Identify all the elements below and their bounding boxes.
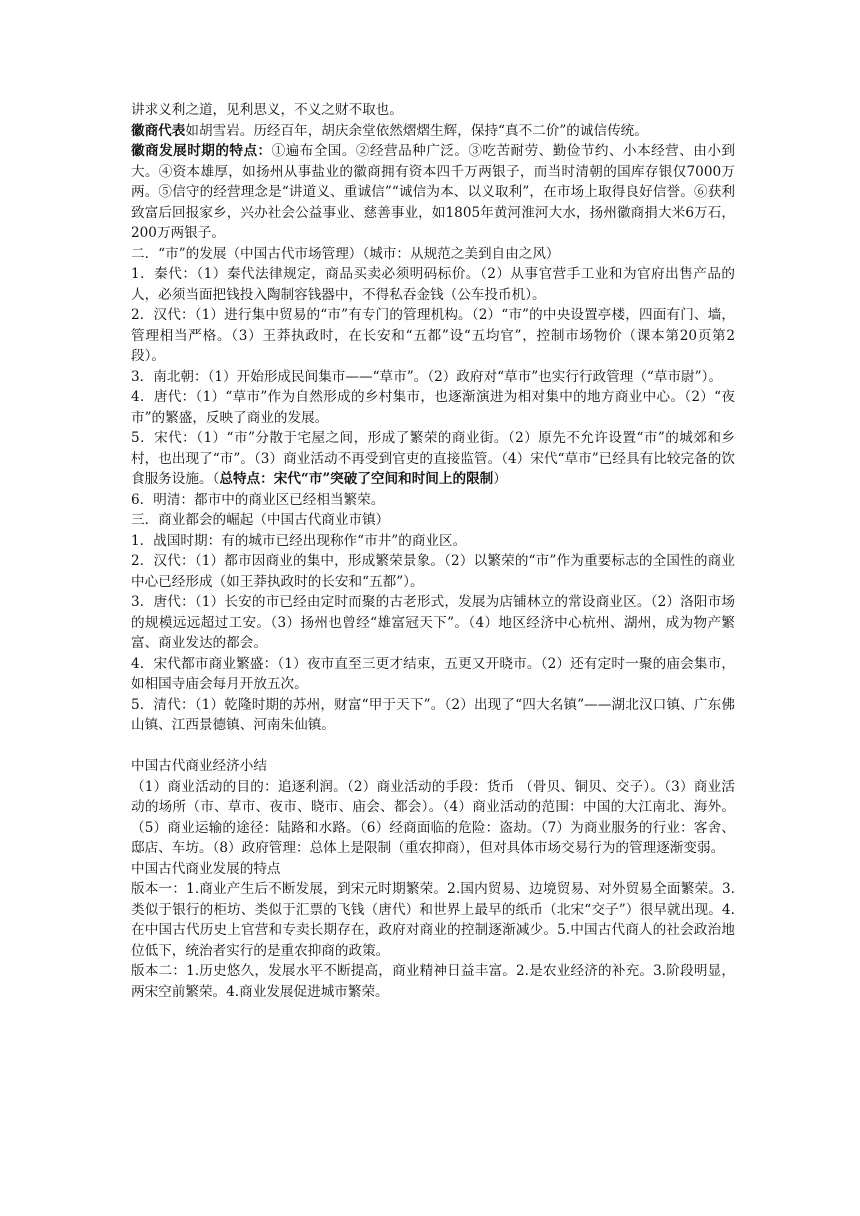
list-item: 5．清代：（1）乾隆时期的苏州，财富“甲于天下”。（2）出现了“四大名镇”——湖北汉口镇、广东佛山镇、江西景德镇、河南朱仙镇。 (131, 696, 735, 733)
list-item: 4．唐代：（1）“草市”作为自然形成的乡村集市，也逐渐演进为相对集中的地方商业中心。（2）“夜市”的繁盛，反映了商业的发展。 (131, 389, 735, 426)
item5-summary: 总特点：宋代“市”突破了空间和时间上的限制 (219, 471, 494, 487)
list-item: 2．汉代：（1）进行集中贸易的“市”有专门的管理机构。（2）“市”的中央设置亭楼，四面有门、墙，管理相当严格。（3）王莽执政时，在长安和“五都”设“五均官”，控制市场物价（课本第20页第2段）。 (131, 307, 735, 364)
blank-line (131, 736, 735, 757)
list-item: 3．南北朝：（1）开始形成民间集市——“草市”。（2）政府对“草市”也实行行政管理（“草市尉”）。 (131, 368, 722, 385)
item5-text: 5．宋代：（1）“市”分散于宅屋之间，形成了繁荣的商业街。（2）原先不允许设置“市”的城郊和乡村，也出现了“市”。（3）商业活动不再受到官吏的直接监管。（4）宋代“草市”已经具有比较完备的饮食服务设施。（ (131, 430, 735, 487)
features-version-one: 版本一：1.商业产生后不断发展，到宋元时期繁荣。2.国内贸易、边境贸易、对外贸易全面繁荣。3.类似于银行的柜坊、类似于汇票的飞钱（唐代）和世界上最早的纸币（北宋“交子”）很早就出现。4.在中国古代历史上官营和专卖长期存在，政府对商业的控制逐渐减少。5.中国古代商人的社会政治地位低下，统治者实行的是重农抑商的政策。 (131, 881, 735, 959)
paragraph-huishang-features (131, 141, 735, 244)
summary-text: （1）商业活动的目的：追逐利润。（2）商业活动的手段：货币 （骨贝、铜贝、交子）。（3）商业活动的场所（市、草市、夜市、晓市、庙会、都会）。（4）商业活动的范围：中国的大江南北、海外。（5）商业运输的途径：陆路和水路。（6）经商面临的危险：盗劫。（7）为商业服务的行业：客舍、邸店、车坊。（8）政府管理：总体上是限制（重农抑商），但对具体市场交易行为的管理逐渐变弱。 (131, 778, 735, 856)
section-heading-dudu: 三．商业都会的崛起（中国古代商业市镇） (131, 512, 390, 528)
item5-end: ） (493, 471, 507, 487)
list-item: 1．战国时期：有的城市已经出现称作“市井”的商业区。 (131, 532, 467, 549)
features-title: 中国古代商业发展的特点 (131, 860, 281, 877)
list-item (131, 428, 735, 490)
list-item: 6．明清：都市中的商业区已经相当繁荣。 (131, 491, 385, 508)
label-huishang-rep: 徽商代表 (131, 122, 186, 139)
paragraph-yili: 讲求义利之道，见利思义，不义之财不取也。 (131, 102, 403, 118)
text-huishang-rep: 如胡雪岩。历经百年，胡庆余堂依然熠熠生辉，保持“真不二价”的诚信传统。 (185, 122, 648, 139)
text-huishang-features: ①遍布全国。②经营品种广泛。③吃苦耐劳、勤俭节约、小本经营、由小到大。④资本雄厚，如扬州从事盐业的徽商拥有资本四千万两银子，而当时清朝的国库存银仅7000万两。⑤信守的经营理念是“讲道义、重诚信”“诚信为本、以义取利”，在市场上取得良好信誉。⑥获利致富后回报家乡，兴办社会公益事业、慈善事业，如1805年黄河淮河大水，扬州徽商捐大米6万石，200万两银子。 (131, 143, 736, 241)
list-item: 1．秦代：（1）秦代法律规定，商品买卖必须明码标价。（2）从事官营手工业和为官府出售产品的人，必须当面把钱投入陶制容钱器中，不得私吞金钱（公车投币机）。 (131, 266, 735, 303)
label-huishang-features: 徽商发展时期的特点： (131, 143, 272, 159)
features-version-two: 版本二：1.历史悠久，发展水平不断提高，商业精神日益丰富。2.是农业经济的补充。3.阶段明显，两宋空前繁荣。4.商业发展促进城市繁荣。 (131, 963, 735, 1000)
list-item: 3．唐代：（1）长安的市已经由定时而聚的古老形式，发展为店铺林立的常设商业区。（2）洛阳市场的规模远远超过工安。（3）扬州也曾经“雄富冠天下”。（4）地区经济中心杭州、湖州，成为物产繁富、商业发达的都会。 (131, 594, 735, 651)
list-item: 2．汉代：（1）都市因商业的集中，形成繁荣景象。（2）以繁荣的“市”作为重要标志的全国性的商业中心已经形成（如王莽执政时的长安和“五都”）。 (131, 553, 735, 590)
document-body (131, 100, 735, 1002)
list-item: 4．宋代都市商业繁盛：（1）夜市直至三更才结束，五更又开晓市。（2）还有定时一聚的庙会集市，如相国寺庙会每月开放五次。 (131, 655, 735, 692)
section-heading-shi: 二．“市”的发展（中国古代市场管理）（城市：从规范之美到自由之风） (131, 245, 560, 262)
paragraph-huishang-rep (131, 121, 735, 142)
summary-title: 中国古代商业经济小结 (131, 758, 267, 774)
